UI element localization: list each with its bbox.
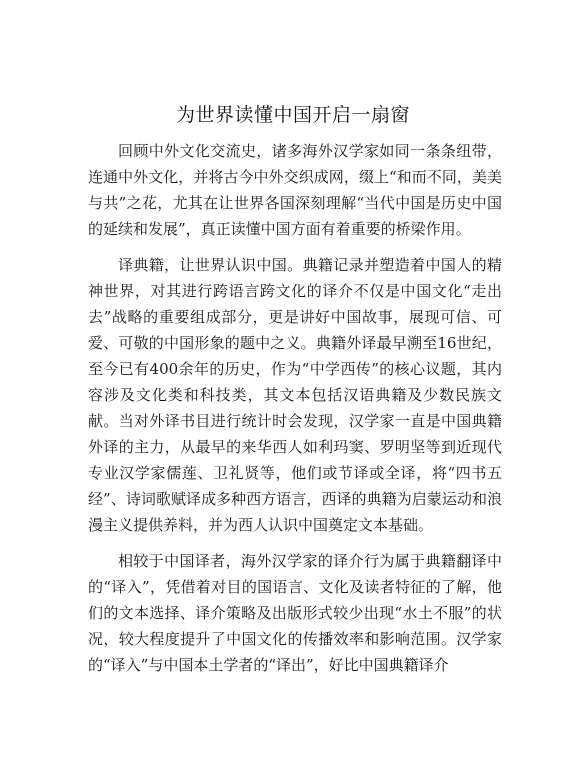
paragraph-2: 译典籍，让世界认识中国。典籍记录并塑造着中国人的精神世界，对其进行跨语言跨文化的译介不仅是中国文化“走出去”战略的重要组成部分，更是讲好中国故事，展现可信、可爱、可敬的中国形象的题中之义。典籍外译最早溯至16世纪，至今已有400余年的历史，作为“中学西传”的核心议题，其内容涉及文化类和科技类，其文本包括汉语典籍及少数民族文献。当对外译书目进行统计时会发现，汉学家一直是中国典籍外译的主力，从最早的来华西人如利玛窦、罗明坚等到近现代专业汉学家儒莲、卫礼贤等，他们或节译或全译，将“四书五经”、诗词歌赋译成多种西方语言，西译的典籍为启蒙运动和浪漫主义提供养料，并为西人认识中国奠定文本基础。 — [88, 256, 502, 534]
paragraph-1: 回顾中外文化交流史，诸多海外汉学家如同一条条纽带，连通中外文化，并将古今中外交织成网，缀上“和而不同，美美与共”之花，尤其在让世界各国深刻理解“当代中国是历史中国的延续和发展”，真正读懂中国方面有着重要的桥梁作用。 — [88, 142, 502, 238]
document-title: 为世界读懂中国开启一扇窗 — [175, 104, 410, 126]
paragraph-3: 相较于中国译者，海外汉学家的译介行为属于典籍翻译中的“译入”，凭借着对目的国语言、文化及读者特征的了解，他们的文本选择、译介策略及出版形式较少出现“水土不服”的状况，较大程度提升了中国文化的传播效率和影响范围。汉学家的“译入”与中国本土学者的“译出”，好比中国典籍译介 — [88, 552, 502, 674]
document-body — [88, 138, 502, 688]
